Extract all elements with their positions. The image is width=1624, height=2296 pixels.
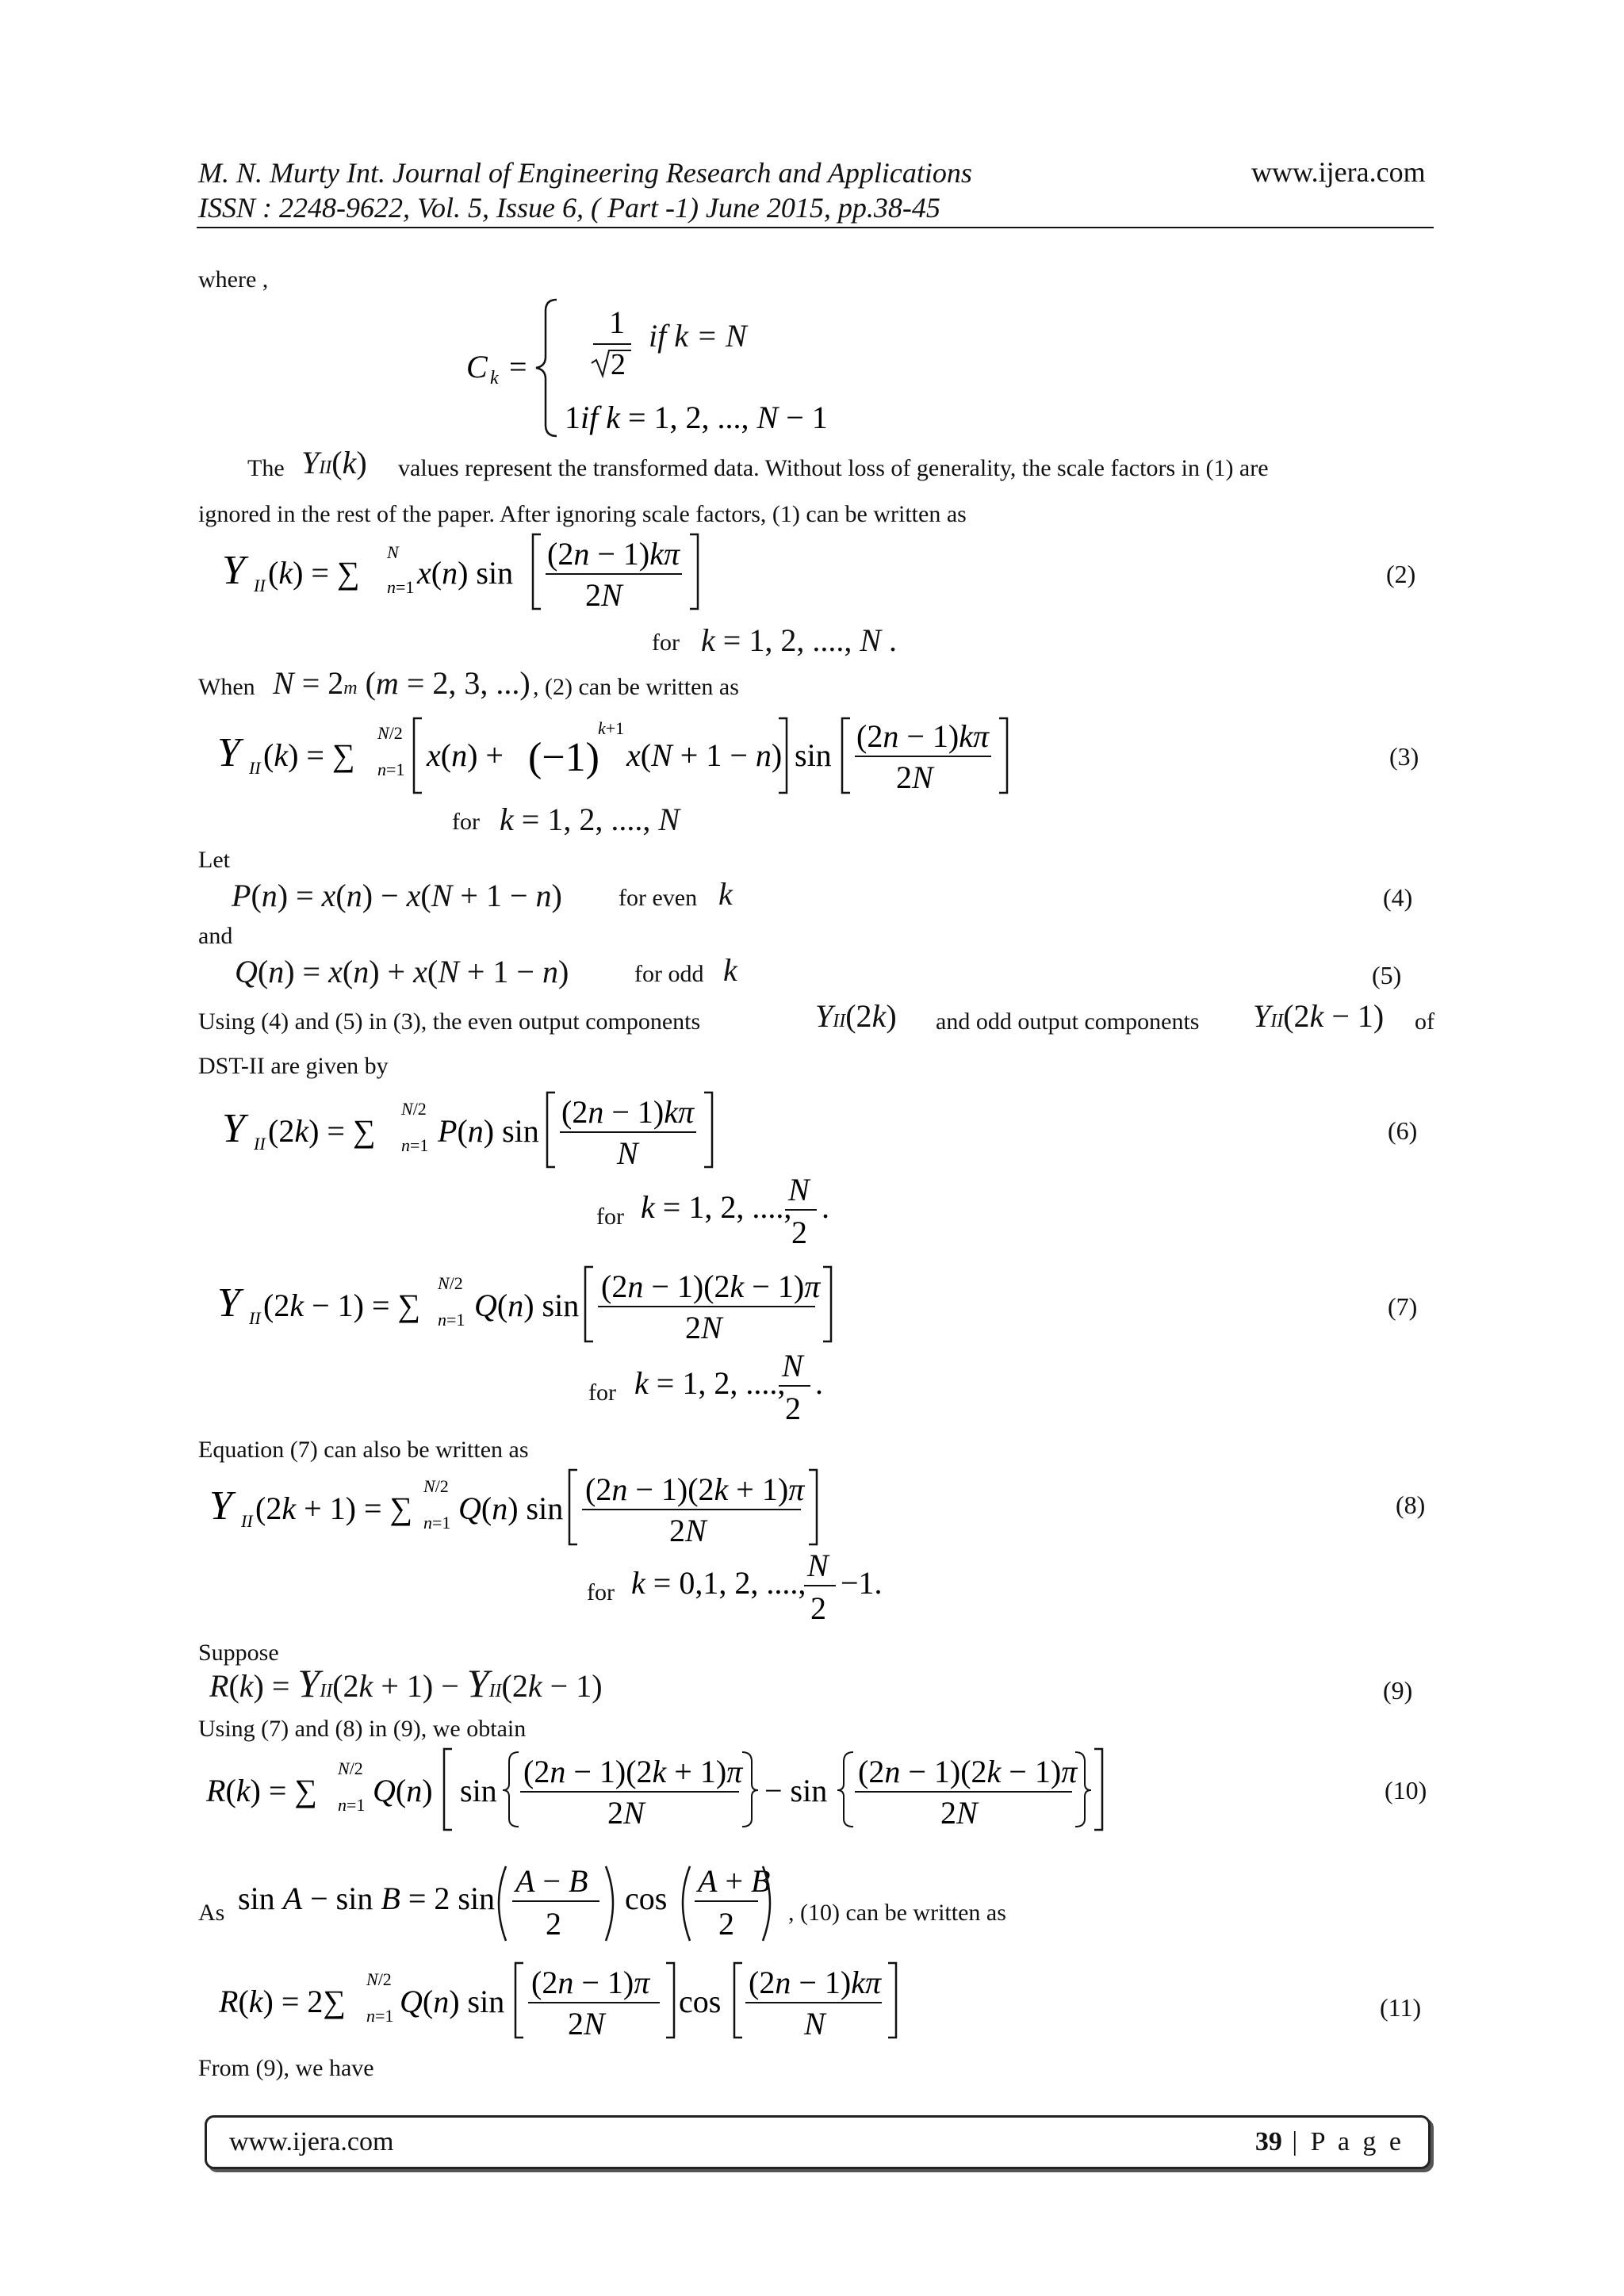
text-when: When [198, 674, 255, 700]
svg-text:(2n − 1)kπ: (2n − 1)kπ [856, 718, 990, 754]
svg-text:2N: 2N [896, 760, 933, 795]
svg-text:(−1): (−1) [528, 735, 599, 780]
svg-text:cos: cos [625, 1881, 668, 1916]
text-where: where , [198, 266, 269, 293]
svg-text:II: II [254, 576, 266, 595]
footer-url[interactable]: www.ijera.com [229, 2127, 394, 2156]
symbol-k-odd: k [723, 952, 737, 988]
svg-text:=: = [509, 349, 527, 385]
text-for-3: for [452, 809, 480, 835]
svg-text:k = 1, 2, ....,: k = 1, 2, ...., [634, 1365, 786, 1401]
svg-text:(2n − 1)kπ: (2n − 1)kπ [749, 1965, 882, 2000]
range-3: k = 1, 2, ...., N [500, 802, 680, 837]
svg-text:Q(n) sin: Q(n) sin [400, 1984, 505, 2019]
eq-number-5: (5) [1372, 961, 1402, 989]
text-odd-components: and odd output components [936, 1008, 1200, 1035]
svg-text:(2k − 1) = ∑: (2k − 1) = ∑ [263, 1288, 421, 1323]
svg-text:(2n − 1)(2k − 1)π: (2n − 1)(2k − 1)π [858, 1754, 1078, 1789]
svg-text:.: . [815, 1365, 823, 1401]
text-using-45: Using (4) and (5) in (3), the even output components [198, 1008, 701, 1035]
text-for-8: for [587, 1579, 615, 1605]
header-url: www.ijera.com [1251, 156, 1426, 188]
svg-text:(2n − 1)(2k + 1)π: (2n − 1)(2k + 1)π [585, 1471, 805, 1507]
eq-number-11: (11) [1380, 1993, 1422, 2022]
svg-text:n=1: n=1 [366, 2006, 394, 2026]
svg-text:x(n) sin: x(n) sin [417, 555, 514, 591]
svg-text:Q(n): Q(n) [373, 1773, 433, 1808]
svg-text:k = 1, 2, ....,: k = 1, 2, ...., [641, 1189, 792, 1225]
equation-6 [214, 1078, 722, 1181]
symbol-YII-k: YII(k) [301, 445, 367, 480]
svg-text:(2k) = ∑: (2k) = ∑ [268, 1113, 376, 1149]
header-rule [197, 227, 1434, 228]
range-8 [628, 1546, 898, 1633]
svg-text:(2n − 1)π: (2n − 1)π [531, 1965, 650, 2000]
header-journal-line: M. N. Murty Int. Journal of Engineering Research and Applications [198, 157, 972, 189]
svg-text:N: N [804, 2006, 825, 2042]
svg-text:2: 2 [791, 1215, 807, 1250]
text-for-7: for [588, 1380, 616, 1406]
page-label: | P a g e [1292, 2127, 1404, 2156]
svg-text:n=1: n=1 [401, 1135, 429, 1155]
svg-text:k = 0,1, 2, ....,: k = 0,1, 2, ...., [631, 1565, 806, 1601]
svg-text:cos: cos [679, 1984, 722, 2019]
svg-text:k+1: k+1 [598, 718, 625, 738]
text-for-even: for even [619, 885, 698, 911]
equation-10 [203, 1738, 1107, 1841]
identity-sin-difference [235, 1855, 790, 1950]
equation-11 [216, 1950, 929, 2053]
svg-text:Y: Y [217, 1280, 240, 1326]
svg-text:2N: 2N [685, 1310, 722, 1345]
eq-number-3: (3) [1389, 742, 1419, 771]
page-footer [205, 2115, 1431, 2169]
svg-text:n=1: n=1 [338, 1795, 366, 1815]
svg-text:k: k [490, 368, 499, 388]
eq-number-6: (6) [1388, 1116, 1418, 1145]
svg-text:(k) = ∑: (k) = ∑ [268, 555, 360, 591]
svg-text:2: 2 [611, 348, 626, 381]
svg-text:Y: Y [209, 1483, 232, 1529]
svg-text:(2n − 1)kπ: (2n − 1)kπ [547, 536, 680, 572]
eq-number-10: (10) [1385, 1776, 1427, 1804]
symbol-YII-2k-1: YII(2k − 1) [1253, 998, 1385, 1034]
equation-2 [214, 523, 722, 618]
svg-text:(k) = ∑: (k) = ∑ [263, 737, 355, 773]
svg-text:R(k) = ∑: R(k) = ∑ [206, 1773, 317, 1808]
eq-number-8: (8) [1396, 1490, 1426, 1519]
svg-text:P(n) sin: P(n) sin [438, 1113, 539, 1149]
eq-number-2: (2) [1386, 560, 1416, 588]
text-for-6: for [596, 1203, 624, 1230]
svg-text:N: N [782, 1348, 803, 1383]
svg-text:2N: 2N [607, 1795, 645, 1831]
svg-text:II: II [254, 1134, 266, 1154]
svg-text:Y: Y [222, 1106, 245, 1151]
svg-text:2N: 2N [568, 2006, 605, 2042]
equation-3 [214, 704, 1023, 807]
text-as: As [198, 1900, 225, 1926]
svg-text:N/2: N/2 [338, 1758, 363, 1778]
footer-page-number [1255, 2127, 1404, 2157]
equation-4: P(n) = x(n) − x(N + 1 − n) [232, 878, 562, 913]
svg-text:sin: sin [460, 1773, 497, 1808]
text-dst-given: DST-II are given by [198, 1053, 389, 1079]
text-ignored: ignored in the rest of the paper. After ignoring scale factors, (1) can be written as [198, 501, 967, 527]
svg-text:x(n) +: x(n) + [427, 737, 504, 773]
svg-text:(2n − 1)(2k + 1)π: (2n − 1)(2k + 1)π [523, 1754, 743, 1789]
text-of: of [1415, 1008, 1434, 1035]
svg-text:sin A − sin B = 2 sin: sin A − sin B = 2 sin [238, 1881, 496, 1916]
svg-text:2: 2 [810, 1590, 826, 1626]
page-number: 39 [1254, 2127, 1282, 2156]
range-7 [631, 1346, 853, 1433]
equation-ck [452, 293, 833, 444]
svg-text:2N: 2N [940, 1795, 978, 1831]
text-the: The [247, 455, 285, 481]
svg-text:N: N [807, 1548, 829, 1583]
equation-9: R(k) = YII(2k + 1) − YII(2k − 1) [209, 1661, 603, 1705]
text-for-2: for [652, 629, 680, 656]
text-using-78: Using (7) and (8) in (9), we obtain [198, 1716, 527, 1742]
svg-text:n=1: n=1 [438, 1310, 465, 1330]
text-as-tail: , (10) can be written as [788, 1900, 1006, 1926]
text-suppose: Suppose [198, 1640, 279, 1666]
svg-text:.: . [822, 1189, 829, 1225]
svg-text:sin: sin [795, 737, 832, 773]
svg-text:N: N [387, 542, 399, 562]
svg-text:(2k + 1) = ∑: (2k + 1) = ∑ [255, 1490, 413, 1526]
svg-text:N: N [617, 1135, 638, 1171]
svg-text:2: 2 [546, 1906, 561, 1942]
text-from-9: From (9), we have [198, 2055, 374, 2081]
svg-text:N/2: N/2 [438, 1273, 463, 1293]
svg-text:N/2: N/2 [423, 1476, 449, 1496]
svg-text:II: II [249, 758, 261, 778]
equation-7 [214, 1253, 848, 1356]
text-when-tail: , (2) can be written as [533, 674, 739, 700]
text-for-odd: for odd [634, 961, 704, 987]
eq-number-7: (7) [1388, 1292, 1418, 1321]
equation-5: Q(n) = x(n) + x(N + 1 − n) [235, 954, 569, 989]
header-issn-line: ISSN : 2248-9622, Vol. 5, Issue 6, ( Part -1) June 2015, pp.38-45 [198, 192, 940, 224]
svg-text:2N: 2N [585, 577, 622, 613]
svg-text:A − B: A − B [515, 1863, 588, 1899]
svg-text:N/2: N/2 [366, 1969, 392, 1989]
svg-text:N/2: N/2 [377, 723, 403, 743]
text-eq7-also: Equation (7) can also be written as [198, 1437, 529, 1463]
svg-text:R(k) = 2∑: R(k) = 2∑ [219, 1984, 346, 2019]
svg-text:1if k = 1, 2, ..., N − 1: 1if k = 1, 2, ..., N − 1 [565, 400, 828, 435]
svg-text:C: C [466, 349, 488, 385]
svg-text:N/2: N/2 [401, 1099, 427, 1119]
text-values-represent: values represent the transformed data. Without loss of generality, the scale factors in (1) are [398, 455, 1269, 481]
range-2: k = 1, 2, ...., N . [701, 622, 898, 658]
svg-text:A + B: A + B [698, 1863, 771, 1899]
symbol-k-even: k [718, 876, 733, 912]
eq-number-9: (9) [1383, 1676, 1413, 1705]
svg-text:(2n − 1)kπ: (2n − 1)kπ [561, 1094, 695, 1130]
svg-text:Y: Y [217, 730, 240, 775]
text-and: and [198, 923, 233, 949]
svg-text:II: II [249, 1308, 261, 1328]
svg-text:n=1: n=1 [423, 1513, 451, 1533]
text-let: Let [198, 847, 230, 873]
eq-number-4: (4) [1383, 883, 1413, 912]
svg-text:n=1: n=1 [387, 577, 415, 597]
svg-text:N: N [788, 1172, 810, 1207]
equation-8 [206, 1456, 841, 1559]
svg-text:1: 1 [609, 304, 625, 340]
svg-text:2: 2 [785, 1391, 801, 1426]
svg-text:n=1: n=1 [377, 760, 405, 779]
svg-text:II: II [241, 1511, 253, 1531]
svg-text:2N: 2N [669, 1513, 707, 1548]
svg-text:− sin: − sin [764, 1773, 828, 1808]
svg-text:Q(n) sin: Q(n) sin [474, 1288, 580, 1323]
svg-text:(2n − 1)(2k − 1)π: (2n − 1)(2k − 1)π [601, 1269, 821, 1304]
svg-text:x(N + 1 − n): x(N + 1 − n) [626, 737, 783, 773]
ck-condition-1: if k = N [649, 318, 747, 354]
svg-text:Y: Y [222, 548, 245, 593]
condition-N-power: N = 2m (m = 2, 3, ...) [273, 665, 530, 701]
svg-text:−1.: −1. [841, 1565, 883, 1601]
symbol-YII-2k: YII(2k) [815, 998, 897, 1034]
range-6 [638, 1170, 860, 1257]
svg-text:Q(n) sin: Q(n) sin [458, 1490, 564, 1526]
svg-text:2: 2 [718, 1906, 734, 1942]
